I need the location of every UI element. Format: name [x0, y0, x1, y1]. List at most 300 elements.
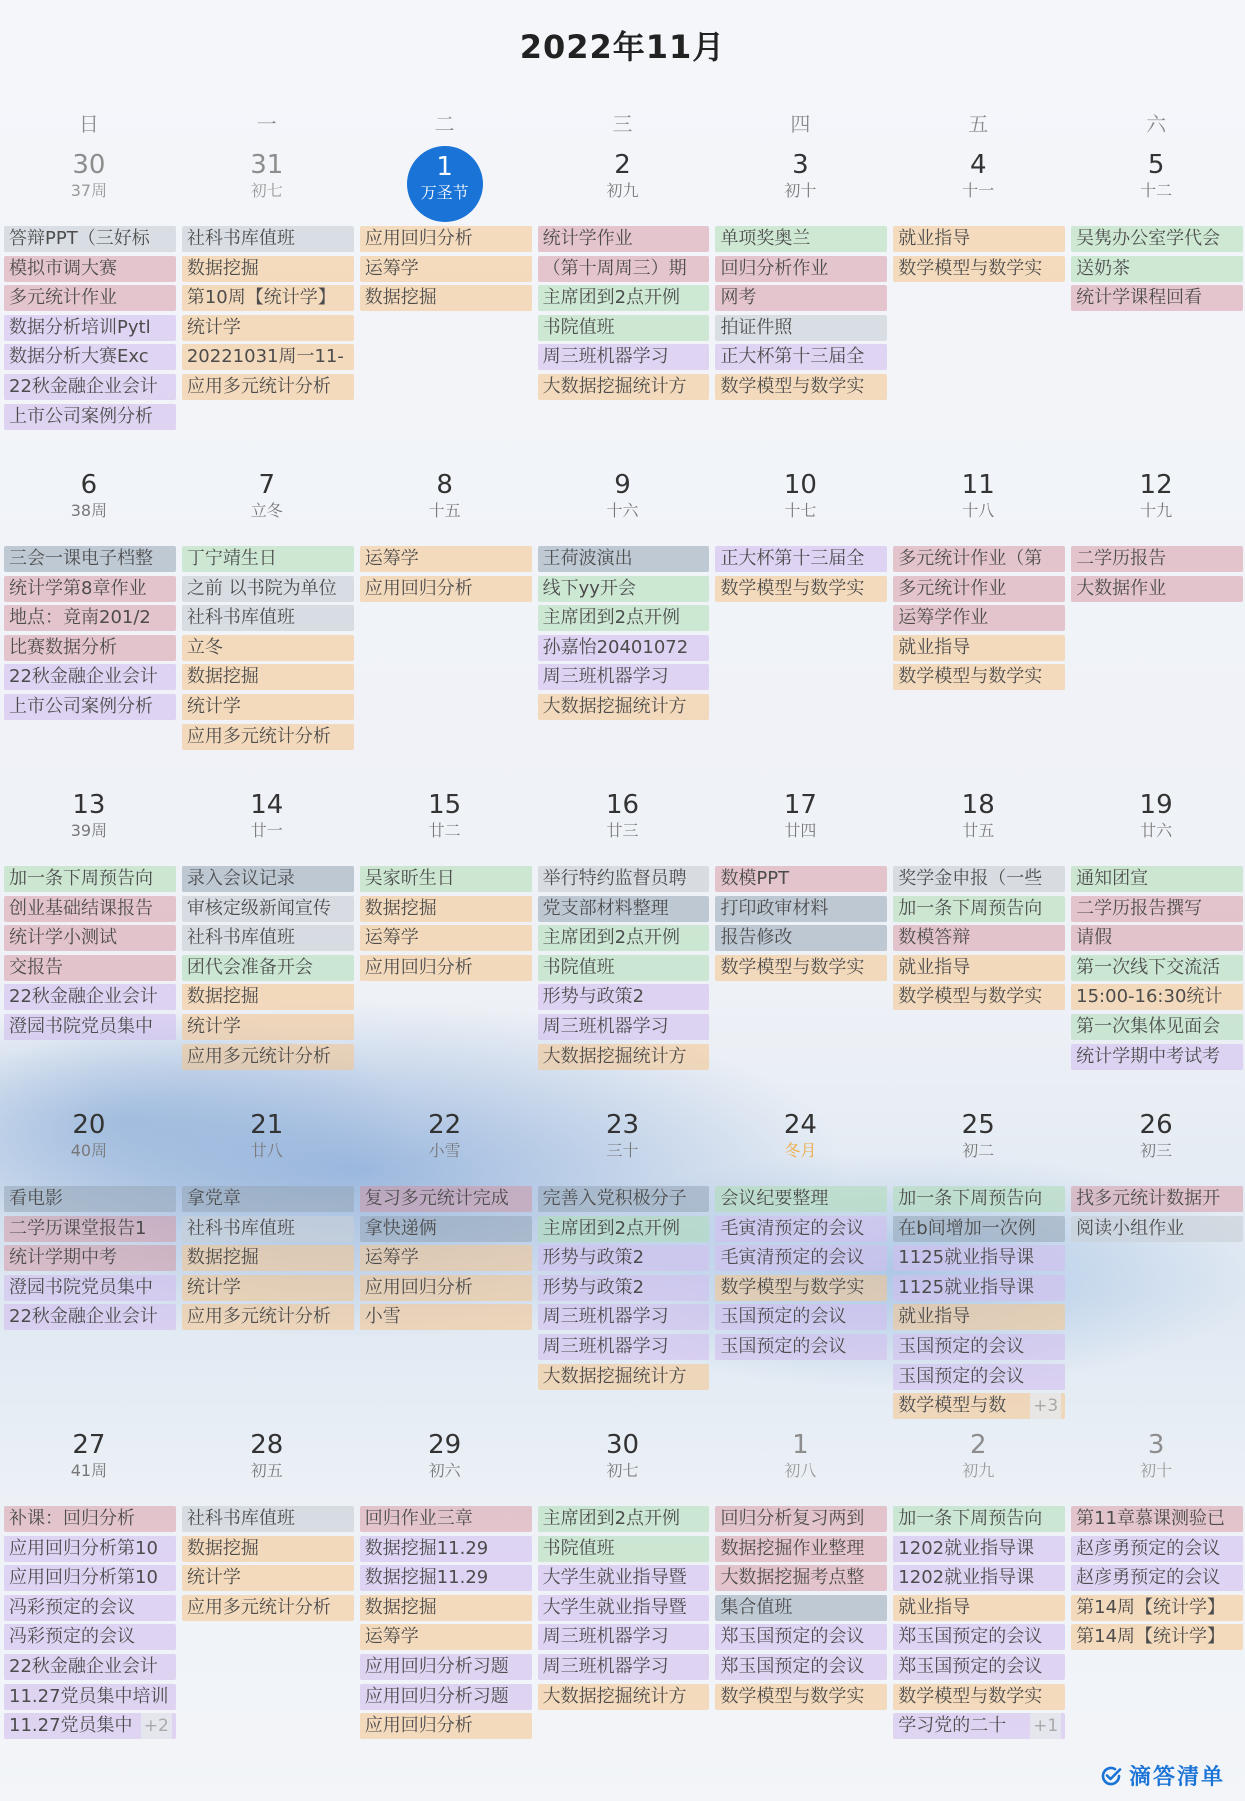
- event-item[interactable]: [893, 664, 1065, 690]
- event-title: 应用多元统计分析: [186, 375, 331, 397]
- event-item[interactable]: [893, 1393, 1065, 1419]
- event-item[interactable]: [715, 285, 887, 311]
- event-item[interactable]: [893, 226, 1065, 252]
- event-title: 拿党章: [186, 1188, 241, 1209]
- day-cell[interactable]: [0, 1110, 178, 1430]
- event-title: 周三班机器学习: [542, 1626, 669, 1648]
- more-events-badge[interactable]: +2: [141, 1713, 172, 1739]
- event-item[interactable]: [1071, 1014, 1243, 1040]
- event-item[interactable]: [538, 1654, 710, 1680]
- event-title: 第10周【统计学】: [186, 287, 336, 309]
- event-title: 数学模型与数学实: [898, 986, 1043, 1008]
- event-item[interactable]: [715, 1654, 887, 1680]
- event-item[interactable]: [538, 374, 710, 400]
- event-item[interactable]: [538, 635, 710, 661]
- event-item[interactable]: [1071, 896, 1243, 922]
- day-cell[interactable]: [889, 150, 1067, 470]
- day-cell[interactable]: [1067, 150, 1245, 470]
- event-item[interactable]: [4, 605, 176, 631]
- event-item[interactable]: [182, 576, 354, 602]
- day-cell[interactable]: [889, 790, 1067, 1110]
- event-item[interactable]: [538, 1624, 710, 1650]
- day-cell[interactable]: [356, 470, 534, 790]
- event-item[interactable]: [182, 866, 354, 892]
- event-item[interactable]: [182, 1044, 354, 1070]
- event-item[interactable]: [360, 1654, 532, 1680]
- event-item[interactable]: [4, 1304, 176, 1330]
- day-subtitle: 初六: [428, 1461, 461, 1480]
- event-item[interactable]: [360, 1275, 532, 1301]
- event-title: 大数据挖掘考点整: [720, 1567, 865, 1589]
- event-item[interactable]: [715, 1334, 887, 1360]
- event-item[interactable]: [182, 1186, 354, 1212]
- event-item[interactable]: [715, 546, 887, 572]
- event-item[interactable]: [538, 605, 710, 631]
- day-subtitle: 40周: [70, 1141, 108, 1160]
- event-title: 学习党的二十: [898, 1715, 1007, 1737]
- event-title: 立冬: [186, 636, 223, 658]
- event-item[interactable]: [538, 984, 710, 1010]
- event-item[interactable]: [538, 955, 710, 981]
- event-item[interactable]: [4, 546, 176, 572]
- day-cell[interactable]: [0, 790, 178, 1110]
- event-item[interactable]: [182, 374, 354, 400]
- day-subtitle: 廿一: [250, 821, 283, 840]
- event-item[interactable]: [1071, 925, 1243, 951]
- event-item[interactable]: [538, 256, 710, 282]
- event-item[interactable]: [1071, 1186, 1243, 1212]
- event-item[interactable]: [893, 1186, 1065, 1212]
- event-item[interactable]: [360, 256, 532, 282]
- event-item[interactable]: [538, 1044, 710, 1070]
- event-list: [182, 1186, 354, 1334]
- event-item[interactable]: [182, 1536, 354, 1562]
- event-item[interactable]: [182, 925, 354, 951]
- event-item[interactable]: [4, 1245, 176, 1271]
- event-item[interactable]: [182, 896, 354, 922]
- event-item[interactable]: [182, 1506, 354, 1532]
- day-cell[interactable]: [534, 470, 712, 790]
- event-item[interactable]: [715, 344, 887, 370]
- event-item[interactable]: [1071, 1536, 1243, 1562]
- event-title: 主席团到2点开例: [542, 287, 681, 309]
- event-title: 统计学: [186, 1015, 241, 1037]
- event-title: 上市公司案例分析: [9, 405, 153, 427]
- event-title: 11.27党员集中: [9, 1715, 133, 1737]
- event-item[interactable]: [360, 1186, 532, 1212]
- day-cell[interactable]: [356, 1430, 534, 1750]
- event-item[interactable]: [360, 1565, 532, 1591]
- event-title: 22秋金融企业会计: [9, 666, 158, 688]
- event-item[interactable]: [4, 925, 176, 951]
- day-cell[interactable]: [534, 790, 712, 1110]
- event-item[interactable]: [182, 955, 354, 981]
- event-item[interactable]: [538, 664, 710, 690]
- event-item[interactable]: [360, 1624, 532, 1650]
- event-title: 11.27党员集中培训: [9, 1685, 169, 1707]
- event-item[interactable]: [715, 315, 887, 341]
- event-item[interactable]: [538, 694, 710, 720]
- event-title: 答辩PPT（三好标: [9, 228, 150, 249]
- event-item[interactable]: [4, 1536, 176, 1562]
- event-item[interactable]: [893, 925, 1065, 951]
- event-title: 应用回归分析习题: [364, 1655, 509, 1677]
- event-item[interactable]: [715, 1216, 887, 1242]
- event-item[interactable]: [182, 984, 354, 1010]
- week-row: [0, 470, 1245, 790]
- event-item[interactable]: [538, 1245, 710, 1271]
- event-title: 毛寅清预定的会议: [720, 1247, 865, 1269]
- event-item[interactable]: [715, 925, 887, 951]
- event-item[interactable]: [715, 1595, 887, 1621]
- event-item[interactable]: [360, 1536, 532, 1562]
- event-title: 郑玉国预定的会议: [720, 1626, 865, 1648]
- day-number: 4: [969, 150, 987, 180]
- event-item[interactable]: [893, 1654, 1065, 1680]
- event-item[interactable]: [893, 1245, 1065, 1271]
- event-item[interactable]: [4, 315, 176, 341]
- event-item[interactable]: [182, 664, 354, 690]
- day-cell[interactable]: [178, 470, 356, 790]
- event-item[interactable]: [360, 925, 532, 951]
- event-title: 社科书库值班: [186, 1508, 295, 1529]
- calendar-grid: [0, 150, 1245, 1750]
- event-title: 拿快递俩: [364, 1217, 437, 1239]
- day-cell[interactable]: [0, 470, 178, 790]
- day-cell[interactable]: [1067, 1110, 1245, 1430]
- event-item[interactable]: [893, 1536, 1065, 1562]
- day-number: 19: [1139, 790, 1173, 820]
- day-subtitle: 十七: [784, 501, 817, 520]
- event-item[interactable]: [4, 1595, 176, 1621]
- event-item[interactable]: [182, 724, 354, 750]
- event-item[interactable]: [360, 226, 532, 252]
- event-list: [4, 1186, 176, 1334]
- event-item[interactable]: [360, 1216, 532, 1242]
- event-item[interactable]: [4, 694, 176, 720]
- event-title: 毛寅清预定的会议: [720, 1217, 865, 1239]
- event-item[interactable]: [893, 605, 1065, 631]
- day-cell[interactable]: [711, 790, 889, 1110]
- event-item[interactable]: [4, 256, 176, 282]
- event-item[interactable]: [182, 605, 354, 631]
- event-title: 应用回归分析第10: [9, 1537, 158, 1559]
- event-item[interactable]: [538, 896, 710, 922]
- event-item[interactable]: [1071, 1565, 1243, 1591]
- event-item[interactable]: [538, 1275, 710, 1301]
- event-item[interactable]: [360, 866, 532, 892]
- event-item[interactable]: [182, 1245, 354, 1271]
- event-title: 应用回归分析: [364, 1276, 473, 1298]
- event-title: 就业指导: [898, 1306, 971, 1328]
- event-item[interactable]: [893, 1565, 1065, 1591]
- day-cell[interactable]: [711, 150, 889, 470]
- day-subtitle: 十一: [962, 181, 995, 200]
- event-item[interactable]: [538, 285, 710, 311]
- event-item[interactable]: [893, 866, 1065, 892]
- event-item[interactable]: [715, 1275, 887, 1301]
- event-item[interactable]: [1071, 226, 1243, 252]
- day-subtitle: 小雪: [428, 1141, 461, 1160]
- event-title: 大数据挖掘统计方: [542, 375, 687, 397]
- weekday-header: [0, 108, 1245, 137]
- event-item[interactable]: [182, 694, 354, 720]
- event-item[interactable]: [4, 285, 176, 311]
- event-item[interactable]: [182, 285, 354, 311]
- month-title[interactable]: 2022年11月: [519, 28, 726, 66]
- event-title: 加一条下周预告向: [898, 1508, 1043, 1529]
- event-item[interactable]: [893, 1334, 1065, 1360]
- day-cell[interactable]: [178, 790, 356, 1110]
- event-item[interactable]: [4, 896, 176, 922]
- day-cell[interactable]: [534, 1430, 712, 1750]
- day-cell[interactable]: [178, 150, 356, 470]
- event-item[interactable]: [360, 1684, 532, 1710]
- event-item[interactable]: [538, 1565, 710, 1591]
- event-item[interactable]: [538, 1304, 710, 1330]
- event-item[interactable]: [538, 1684, 710, 1710]
- day-cell[interactable]: [534, 150, 712, 470]
- event-item[interactable]: [715, 1684, 887, 1710]
- event-item[interactable]: [1071, 256, 1243, 282]
- event-item[interactable]: [182, 256, 354, 282]
- event-item[interactable]: [538, 576, 710, 602]
- event-item[interactable]: [360, 546, 532, 572]
- event-item[interactable]: [893, 1713, 1065, 1739]
- event-item[interactable]: [4, 404, 176, 430]
- event-item[interactable]: [538, 1186, 710, 1212]
- event-item[interactable]: [182, 1304, 354, 1330]
- event-title: 打印政审材料: [720, 897, 829, 919]
- event-item[interactable]: [1071, 576, 1243, 602]
- event-list: [1071, 1506, 1243, 1654]
- event-item[interactable]: [360, 896, 532, 922]
- event-item[interactable]: [538, 226, 710, 252]
- more-events-badge[interactable]: +3: [1030, 1393, 1061, 1419]
- event-title: 数据挖掘: [186, 257, 259, 279]
- event-item[interactable]: [893, 546, 1065, 572]
- event-title: 周三班机器学习: [542, 1015, 669, 1037]
- event-item[interactable]: [182, 1275, 354, 1301]
- day-cell[interactable]: [0, 1430, 178, 1750]
- event-item[interactable]: [360, 1713, 532, 1739]
- day-cell[interactable]: [1067, 1430, 1245, 1750]
- more-events-badge[interactable]: +1: [1030, 1713, 1061, 1739]
- day-cell[interactable]: [889, 1430, 1067, 1750]
- day-subtitle: 初十: [1140, 1461, 1173, 1480]
- day-cell[interactable]: [534, 1110, 712, 1430]
- event-item[interactable]: [715, 1624, 887, 1650]
- event-item[interactable]: [893, 256, 1065, 282]
- event-item[interactable]: [360, 1245, 532, 1271]
- event-item[interactable]: [1071, 546, 1243, 572]
- event-title: 第一次线下交流活: [1076, 956, 1221, 978]
- event-item[interactable]: [4, 1506, 176, 1532]
- event-item[interactable]: [4, 664, 176, 690]
- event-item[interactable]: [538, 1334, 710, 1360]
- event-item[interactable]: [4, 1684, 176, 1710]
- brand-name: 滴答清单: [1128, 1765, 1225, 1790]
- event-item[interactable]: [182, 546, 354, 572]
- event-item[interactable]: [4, 1275, 176, 1301]
- week-row: [0, 1110, 1245, 1430]
- event-item[interactable]: [360, 1506, 532, 1532]
- weekday-label: 六: [1146, 112, 1167, 136]
- event-list: [538, 866, 710, 1073]
- event-item[interactable]: [538, 315, 710, 341]
- event-item[interactable]: [1071, 1044, 1243, 1070]
- event-item[interactable]: [4, 984, 176, 1010]
- event-item[interactable]: [4, 226, 176, 252]
- event-item[interactable]: [893, 1216, 1065, 1242]
- day-cell[interactable]: [711, 1430, 889, 1750]
- day-cell[interactable]: [178, 1110, 356, 1430]
- day-number: 20: [72, 1110, 106, 1140]
- event-item[interactable]: [538, 925, 710, 951]
- event-item[interactable]: [715, 576, 887, 602]
- event-item[interactable]: [715, 896, 887, 922]
- event-item[interactable]: [182, 1014, 354, 1040]
- app-logo: [1099, 1760, 1225, 1791]
- event-title: 拍证件照: [720, 316, 793, 338]
- event-item[interactable]: [893, 1595, 1065, 1621]
- event-item[interactable]: [360, 955, 532, 981]
- event-item[interactable]: [893, 984, 1065, 1010]
- event-item[interactable]: [4, 635, 176, 661]
- event-item[interactable]: [4, 1216, 176, 1242]
- event-item[interactable]: [4, 1713, 176, 1739]
- event-item[interactable]: [715, 1304, 887, 1330]
- event-title: 应用回归分析第10: [9, 1567, 158, 1589]
- event-item[interactable]: [182, 315, 354, 341]
- event-item[interactable]: [360, 1595, 532, 1621]
- day-cell[interactable]: [711, 470, 889, 790]
- event-item[interactable]: [4, 1624, 176, 1650]
- day-number: 5: [1147, 150, 1165, 180]
- week-row: [0, 790, 1245, 1110]
- event-item[interactable]: [893, 955, 1065, 981]
- event-item[interactable]: [1071, 955, 1243, 981]
- day-number: 23: [605, 1110, 640, 1140]
- event-item[interactable]: [1071, 984, 1243, 1010]
- event-title: 冯彩预定的会议: [9, 1626, 135, 1648]
- event-item[interactable]: [538, 546, 710, 572]
- event-item[interactable]: [893, 635, 1065, 661]
- event-title: 22秋金融企业会计: [9, 375, 158, 397]
- event-title: 20221031周一11-: [186, 346, 344, 368]
- event-item[interactable]: [715, 1506, 887, 1532]
- event-item[interactable]: [4, 374, 176, 400]
- event-title: 22秋金融企业会计: [9, 1655, 158, 1677]
- day-cell[interactable]: [1067, 790, 1245, 1110]
- day-subtitle: 38周: [70, 501, 108, 520]
- event-item[interactable]: [893, 1506, 1065, 1532]
- event-item[interactable]: [360, 285, 532, 311]
- event-item[interactable]: [182, 1595, 354, 1621]
- event-item[interactable]: [715, 1245, 887, 1271]
- event-title: 玉国预定的会议: [898, 1365, 1025, 1387]
- event-item[interactable]: [715, 226, 887, 252]
- event-item[interactable]: [893, 1684, 1065, 1710]
- event-item[interactable]: [4, 344, 176, 370]
- event-item[interactable]: [4, 1014, 176, 1040]
- event-item[interactable]: [182, 1216, 354, 1242]
- day-cell[interactable]: [889, 470, 1067, 790]
- event-item[interactable]: [538, 1595, 710, 1621]
- event-item[interactable]: [538, 1536, 710, 1562]
- event-item[interactable]: [4, 866, 176, 892]
- event-item[interactable]: [715, 1565, 887, 1591]
- event-item[interactable]: [893, 1275, 1065, 1301]
- day-cell[interactable]: [711, 1110, 889, 1430]
- event-item[interactable]: [538, 1014, 710, 1040]
- day-cell[interactable]: [356, 790, 534, 1110]
- day-number: 24: [783, 1110, 817, 1140]
- event-item[interactable]: [182, 1565, 354, 1591]
- day-cell[interactable]: [356, 1110, 534, 1430]
- event-item[interactable]: [182, 344, 354, 370]
- day-cell[interactable]: [1067, 470, 1245, 790]
- event-item[interactable]: [715, 866, 887, 892]
- event-list: [4, 546, 176, 724]
- event-item[interactable]: [182, 635, 354, 661]
- event-item[interactable]: [538, 1216, 710, 1242]
- event-item[interactable]: [1071, 866, 1243, 892]
- event-item[interactable]: [538, 344, 710, 370]
- event-item[interactable]: [360, 1304, 532, 1330]
- event-item[interactable]: [1071, 285, 1243, 311]
- event-item[interactable]: [715, 955, 887, 981]
- event-item[interactable]: [893, 1364, 1065, 1390]
- event-item[interactable]: [1071, 1216, 1243, 1242]
- event-item[interactable]: [4, 955, 176, 981]
- event-item[interactable]: [4, 1654, 176, 1680]
- day-cell[interactable]: [356, 150, 534, 470]
- event-list: [1071, 226, 1243, 315]
- event-item[interactable]: [715, 374, 887, 400]
- event-item[interactable]: [1071, 1506, 1243, 1532]
- event-item[interactable]: [715, 1186, 887, 1212]
- day-number: 30: [72, 150, 106, 180]
- event-title: 主席团到2点开例: [542, 1217, 681, 1239]
- event-title: 数学模型与数学实: [720, 956, 865, 978]
- event-item[interactable]: [182, 226, 354, 252]
- event-item[interactable]: [4, 576, 176, 602]
- day-cell[interactable]: [889, 1110, 1067, 1430]
- event-item[interactable]: [893, 1304, 1065, 1330]
- event-item[interactable]: [538, 1506, 710, 1532]
- event-title: 22秋金融企业会计: [9, 1306, 158, 1328]
- today-marker[interactable]: [407, 146, 483, 222]
- event-item[interactable]: [1071, 1624, 1243, 1650]
- event-item[interactable]: [538, 1364, 710, 1390]
- day-cell[interactable]: [0, 150, 178, 470]
- event-item[interactable]: [4, 1565, 176, 1591]
- event-item[interactable]: [4, 1186, 176, 1212]
- event-title: 数学模型与数学实: [720, 1276, 865, 1298]
- event-item[interactable]: [538, 866, 710, 892]
- event-title: 创业基础结课报告: [9, 897, 153, 919]
- event-item[interactable]: [715, 1536, 887, 1562]
- event-item[interactable]: [360, 576, 532, 602]
- event-title: 线下yy开会: [542, 577, 636, 599]
- event-item[interactable]: [893, 1624, 1065, 1650]
- event-item[interactable]: [893, 576, 1065, 602]
- event-item[interactable]: [893, 896, 1065, 922]
- event-item[interactable]: [1071, 1595, 1243, 1621]
- day-cell[interactable]: [178, 1430, 356, 1750]
- event-item[interactable]: [715, 256, 887, 282]
